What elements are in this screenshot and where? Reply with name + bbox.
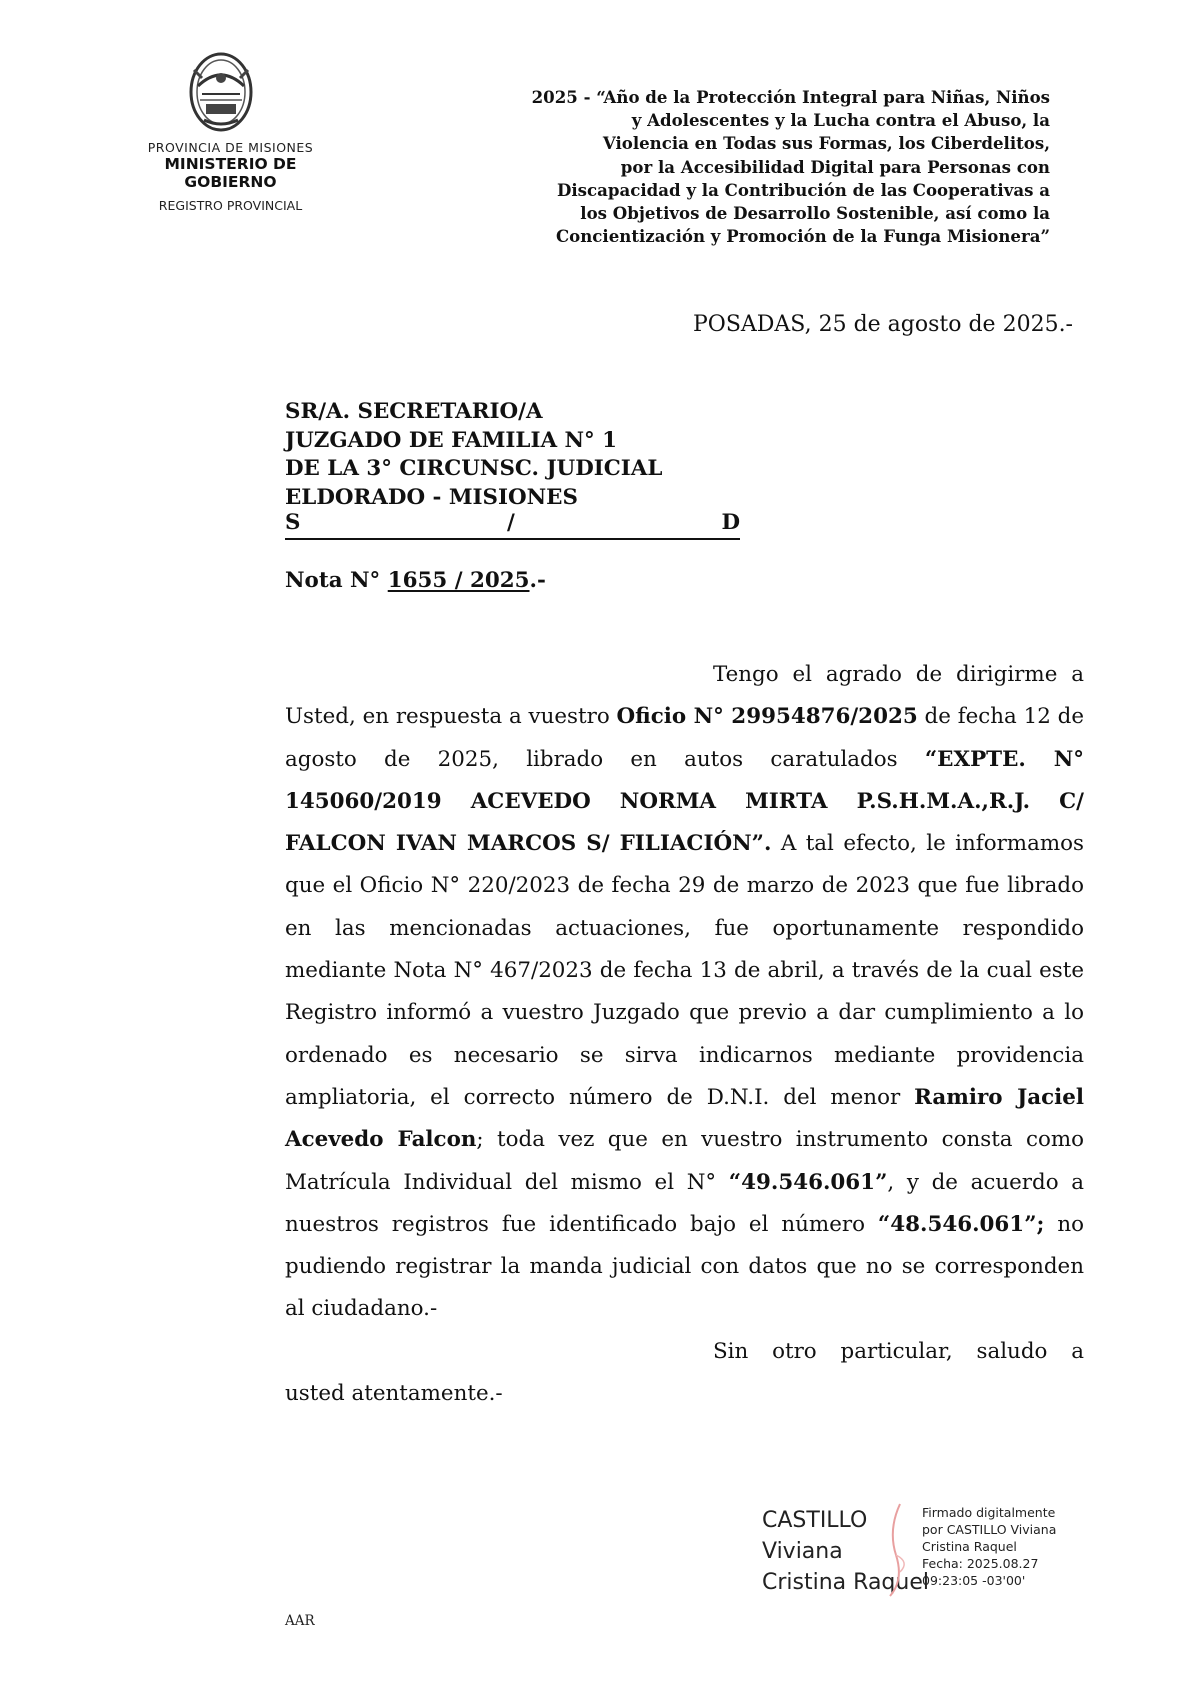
- motto-line: Violencia en Todas sus Formas, los Ciberdelitos,: [602, 133, 1050, 154]
- typist-initials: AAR: [285, 1613, 315, 1629]
- note-number: [285, 568, 546, 593]
- note-label: Nota N°: [285, 568, 381, 593]
- case-reference: “EXPTE. N° 145060/2019 ACEVEDO NORMA MIRTA P.S.H.M.A.,R.J. C/ FALCON IVAN MARCOS S/ FILIACIÓN”.: [285, 746, 1085, 857]
- motto-line: Discapacidad y la Contribución de las Cooperativas a: [556, 179, 1050, 200]
- addressee-line: ELDORADO - MISIONES: [285, 484, 578, 510]
- minor-name: Ramiro Jaciel Acevedo Falcon: [285, 1084, 1084, 1153]
- motto-line: los Objetivos de Desarrollo Sostenible, así como la: [580, 203, 1050, 224]
- addressee-line: JUZGADO DE FAMILIA N° 1: [285, 427, 618, 453]
- body-text: de fecha 12 de agosto de 2025, librado en autos caratulados: [285, 704, 1084, 772]
- closing-line: Sin otro particular, saludo a: [713, 1338, 1084, 1364]
- sd-d: D: [721, 510, 740, 535]
- ministry-province-label: PROVINCIA DE MISIONES: [147, 140, 314, 155]
- ministry-name: MINISTERIO DE GOBIERNO: [164, 155, 297, 191]
- body-text: ; toda vez que en vuestro instrumento consta como Matrícula Individual del mismo el N°: [285, 1127, 1084, 1195]
- motto-line: y Adolescentes y la Lucha contra el Abuso, la: [631, 110, 1050, 131]
- sd-s: S: [285, 510, 301, 535]
- body-paragraph: [285, 654, 1084, 1331]
- identified-number: “48.546.061”;: [877, 1211, 1045, 1237]
- digital-signature-mark: [870, 1500, 920, 1600]
- closing-line: usted atentamente.-: [285, 1381, 503, 1407]
- date-line: POSADAS, 25 de agosto de 2025.-: [692, 312, 1073, 337]
- signer-name-line: Viviana: [762, 1539, 843, 1564]
- signature-detail-line: Fecha: 2025.08.27: [922, 1556, 1039, 1571]
- digital-signature-details: [922, 1504, 1056, 1589]
- signature-detail-line: 09:23:05 -03'00': [922, 1573, 1026, 1588]
- department-label: REGISTRO PROVINCIAL: [158, 198, 303, 213]
- addressee-line: SR/A. SECRETARIO/A: [285, 399, 543, 424]
- addressee-block: [285, 398, 662, 512]
- signer-name-line: CASTILLO: [762, 1508, 868, 1533]
- addressee-line: DE LA 3° CIRCUNSC. JUDICIAL: [285, 456, 663, 481]
- motto-line: 2025 - “Año de la Protección Integral para Niñas, Niños: [531, 87, 1050, 107]
- year-motto: [430, 86, 1050, 248]
- body-text: no pudiendo registrar la manda judicial con datos que no se corresponden al ciudadano.-: [285, 1211, 1084, 1322]
- sd-slash: /: [507, 510, 515, 535]
- body-text: , y de acuerdo a nuestros registros fue identificado bajo el número: [285, 1169, 1084, 1237]
- body-text: A tal efecto, le informamos que el Oficio N° 220/2023 de fecha 29 de marzo de 2023 que fue librado en las mencionadas actuaciones, fue oportunamente respondido mediante Nota N° 467/2023 de fecha 13 de abril, a través de la cual este Registro informó a vuestro Juzgado que previo a dar cumplimiento a lo ordenado es necesario se sirva indicarnos mediante providencia ampliatoria, el correcto número de D.N.I. del menor: [285, 831, 1084, 1110]
- body-text: Tengo el agrado de dirigirme a Usted, en respuesta a vuestro: [285, 662, 1084, 730]
- sd-underline: [285, 510, 740, 540]
- letter-body: [285, 654, 1084, 1415]
- signature-detail-line: por CASTILLO Viviana: [922, 1522, 1057, 1537]
- signer-name-line: Cristina Raquel: [762, 1570, 929, 1595]
- registration-number: “49.546.061”: [728, 1169, 888, 1195]
- motto-line: por la Accesibilidad Digital para Personas con: [620, 156, 1050, 177]
- note-suffix: .-: [529, 568, 546, 593]
- oficio-reference: Oficio N° 29954876/2025: [616, 704, 918, 730]
- note-value: 1655 / 2025: [387, 568, 530, 593]
- signature-detail-line: Cristina Raquel: [922, 1539, 1017, 1554]
- province-seal-logo: [182, 50, 260, 134]
- motto-line: Concientización y Promoción de la Funga Misionera”: [555, 226, 1050, 247]
- signature-detail-line: Firmado digitalmente: [922, 1505, 1056, 1520]
